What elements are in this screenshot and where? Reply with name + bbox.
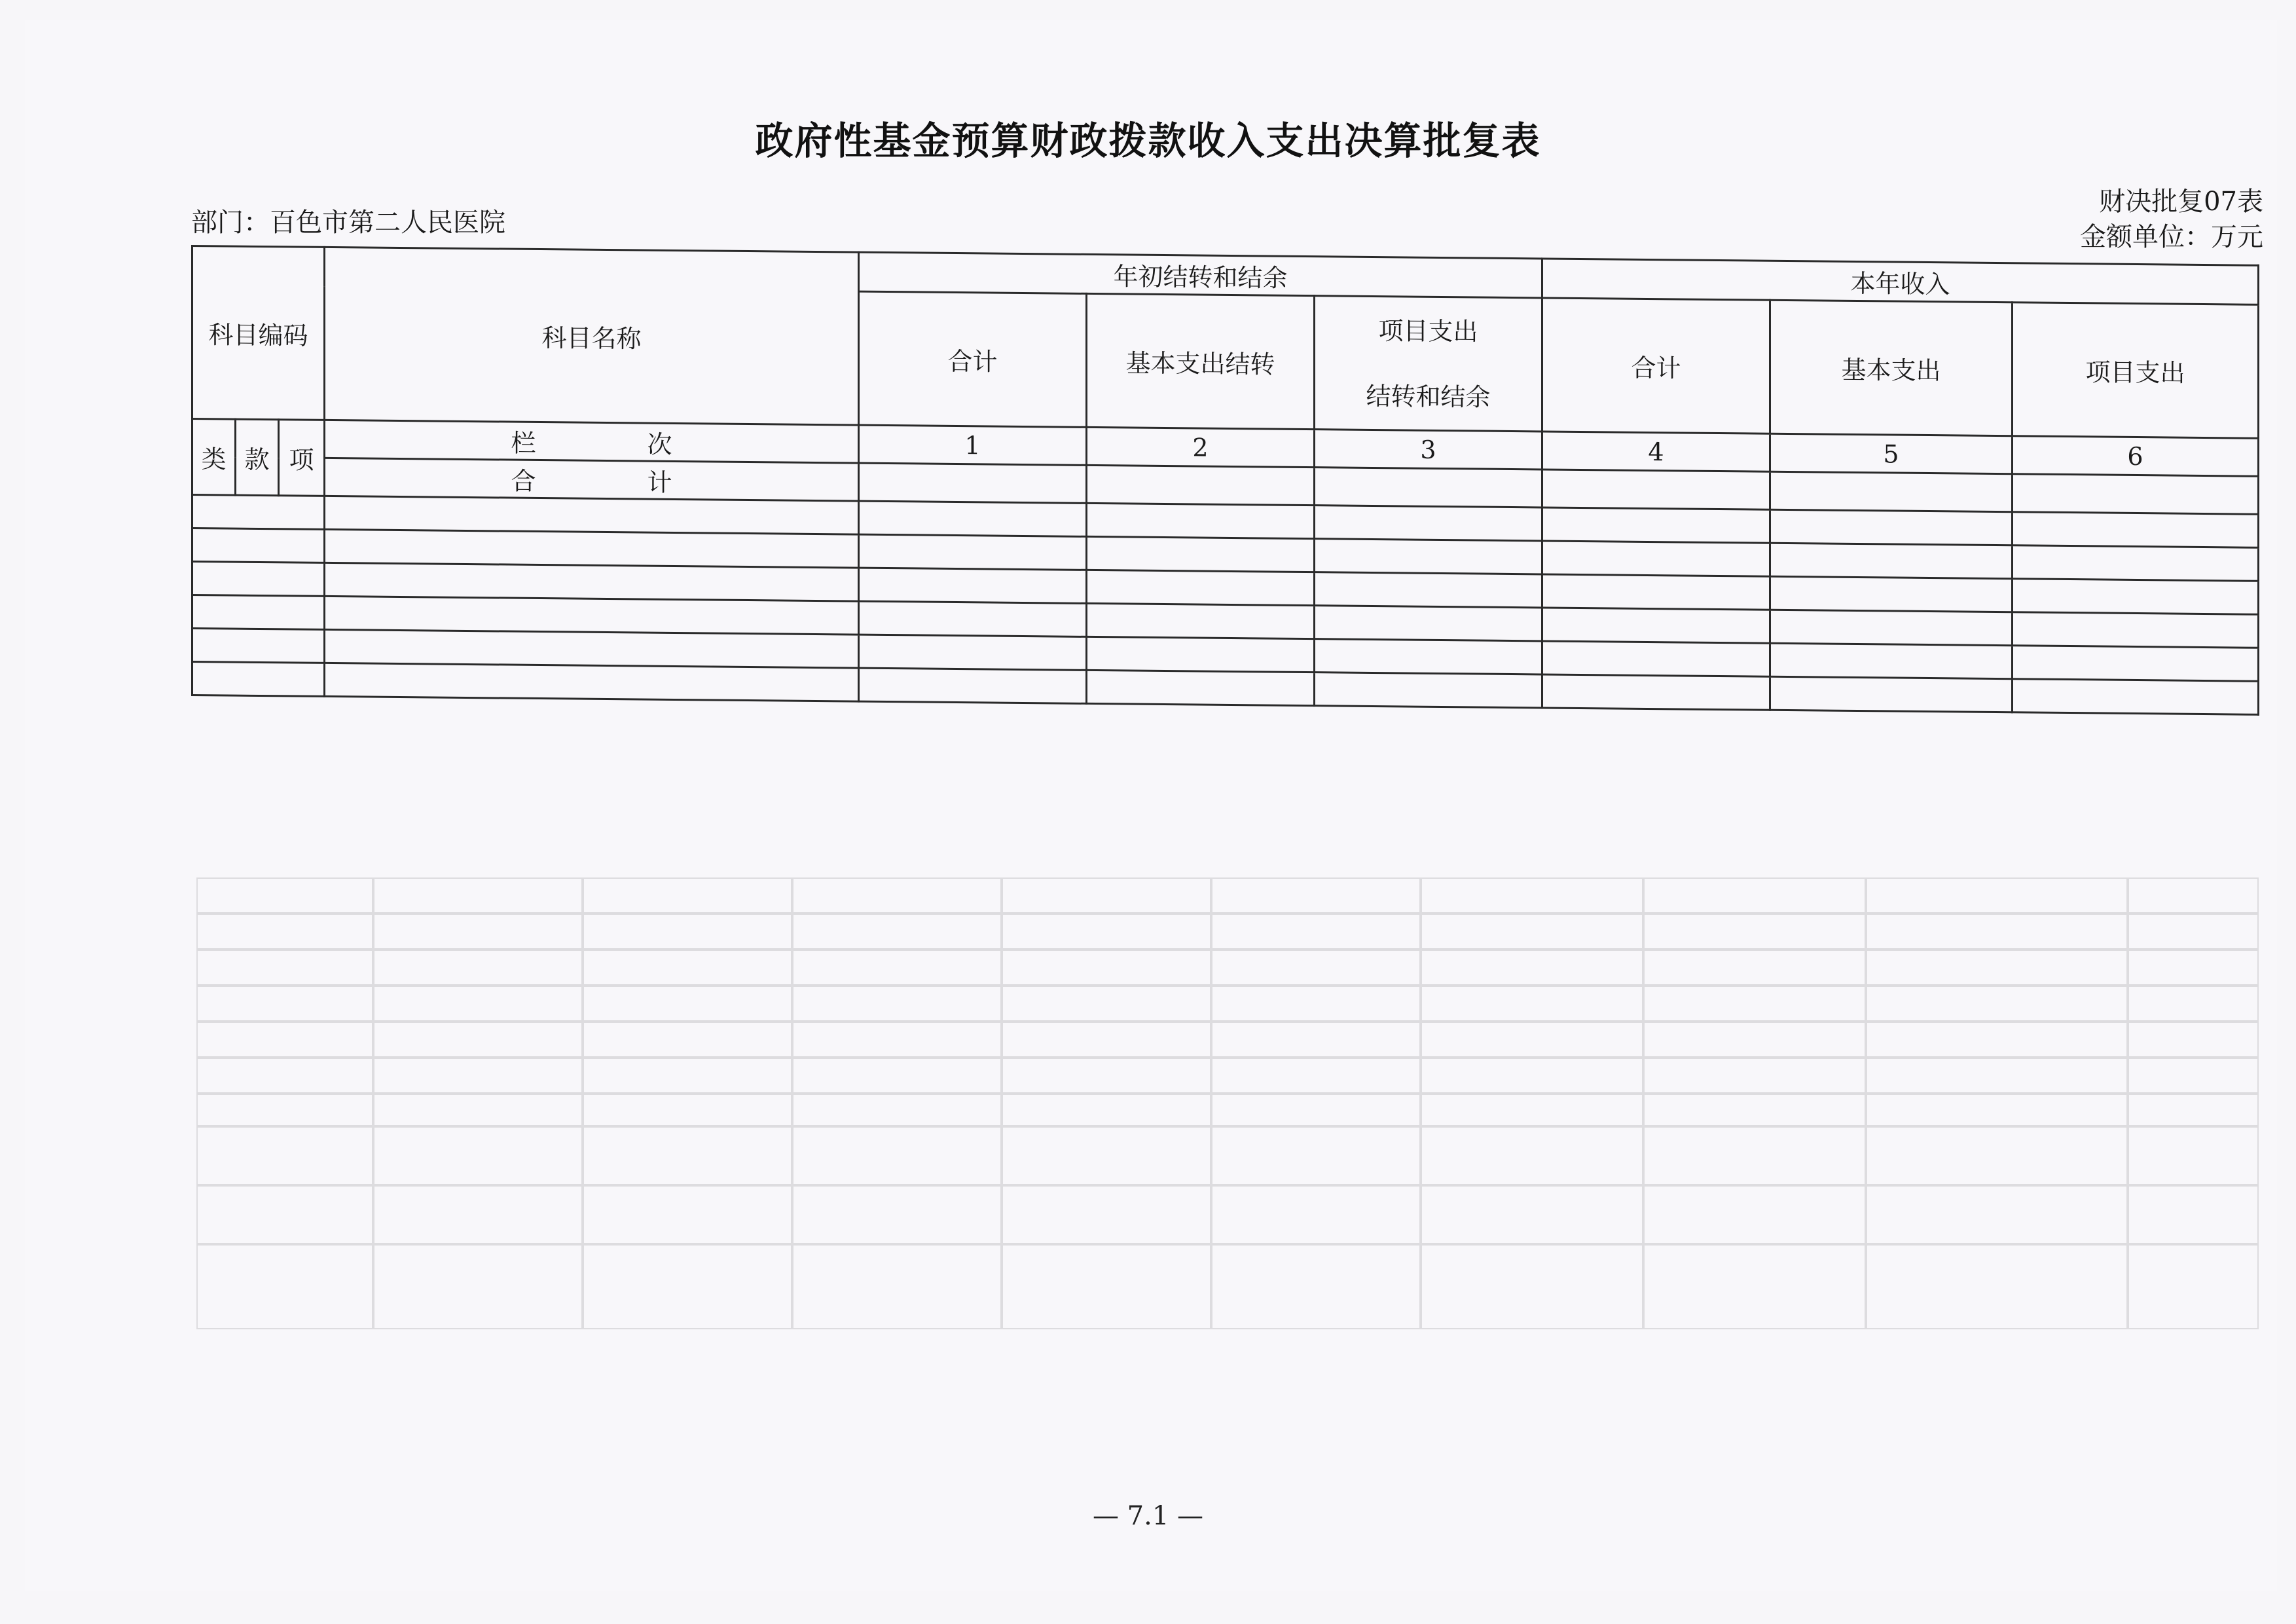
table-cell [2013,646,2259,682]
table-cell [1770,643,2013,678]
table-cell [1542,641,1770,676]
header-carry-project-line1: 项目支出 [1378,316,1478,346]
table-cell [1315,572,1542,608]
table-cell [325,596,859,635]
table-cell [1542,541,1770,576]
table-cell [192,662,325,697]
table-cell [1542,674,1770,710]
table-cell [1315,606,1542,641]
table-cell [859,635,1087,670]
form-number: 财决批复07表 [2099,187,2263,217]
header-income-project: 项目支出 [2013,303,2259,439]
table-cell [1087,637,1315,672]
row-label-total-a: 合 [511,466,536,496]
header-income-basic: 基本支出 [1770,300,2013,435]
table-cell [192,595,325,630]
row-label-total [325,458,859,501]
table-cell [192,495,325,530]
amount-unit-label: 金额单位：万元 [2080,222,2263,252]
table-cell [1087,536,1315,572]
table-cell [325,496,859,534]
table-cell [2013,612,2259,648]
column-number-2: 2 [1087,427,1315,467]
header-subject-code: 科目编码 [192,246,325,420]
table-cell [1770,676,2013,712]
table-cell [325,563,859,601]
table-cell [1087,603,1315,638]
table-cell [859,601,1087,637]
row-label-column-index-a: 栏 [511,428,536,458]
header-code-class: 类 [192,419,236,496]
table-cell [859,534,1087,570]
header-code-section: 款 [236,419,279,496]
table-cell [1087,570,1315,605]
table-cell [1315,506,1542,541]
table-cell [1542,608,1770,643]
table-cell [1315,639,1542,674]
header-group-carryover: 年初结转和结余 [859,252,1542,298]
row-label-total-b: 计 [647,468,672,497]
header-carry-basic: 基本支出结转 [1087,293,1315,429]
total-cell-6 [2013,474,2259,515]
table-cell [1542,574,1770,610]
budget-table [191,245,2259,716]
page-number: — 7.1 — [1092,1501,1204,1531]
table-cell [1315,673,1542,708]
table-cell [1542,507,1770,543]
total-cell-1 [859,463,1087,503]
table-cell [1770,543,2013,578]
table-cell [1770,576,2013,612]
table-cell [1770,509,2013,545]
department-label: 部门：百色市第二人民医院 [191,208,505,238]
total-cell-4 [1542,470,1770,509]
header-subject-name: 科目名称 [325,247,859,425]
table-cell [859,668,1087,703]
header-income-total: 合计 [1542,298,1770,434]
total-cell-3 [1315,468,1542,507]
header-carry-total: 合计 [859,291,1087,427]
column-number-1: 1 [859,425,1087,465]
table-cell [1087,670,1315,705]
row-label-column-index-b: 次 [647,430,672,459]
column-number-6: 6 [2013,436,2259,477]
header-carry-project-line2: 结转和结余 [1366,381,1491,412]
table-cell [2013,679,2259,715]
column-number-5: 5 [1770,434,2013,473]
table-cell [192,629,325,663]
table-cell [1087,503,1315,538]
document-title: 政府性基金预算财政拨款收入支出决算批复表 [755,119,1541,163]
table-cell [859,501,1087,536]
table-cell [2013,579,2259,615]
table-cell [1770,610,2013,645]
table-cell [2013,545,2259,581]
total-cell-5 [1770,471,2013,511]
table-cell [325,629,859,668]
header-code-item: 项 [279,420,325,496]
row-label-column-index [325,420,859,463]
column-number-4: 4 [1542,432,1770,471]
header-group-income: 本年收入 [1542,259,2259,304]
table-cell [1315,539,1542,574]
table-cell [325,529,859,568]
total-cell-2 [1087,465,1315,505]
table-cell [192,562,325,597]
table-cell [859,568,1087,603]
table-cell [2013,512,2259,548]
table-cell [192,528,325,563]
column-number-3: 3 [1315,430,1542,470]
header-carry-project [1315,296,1542,432]
table-cell [325,663,859,701]
